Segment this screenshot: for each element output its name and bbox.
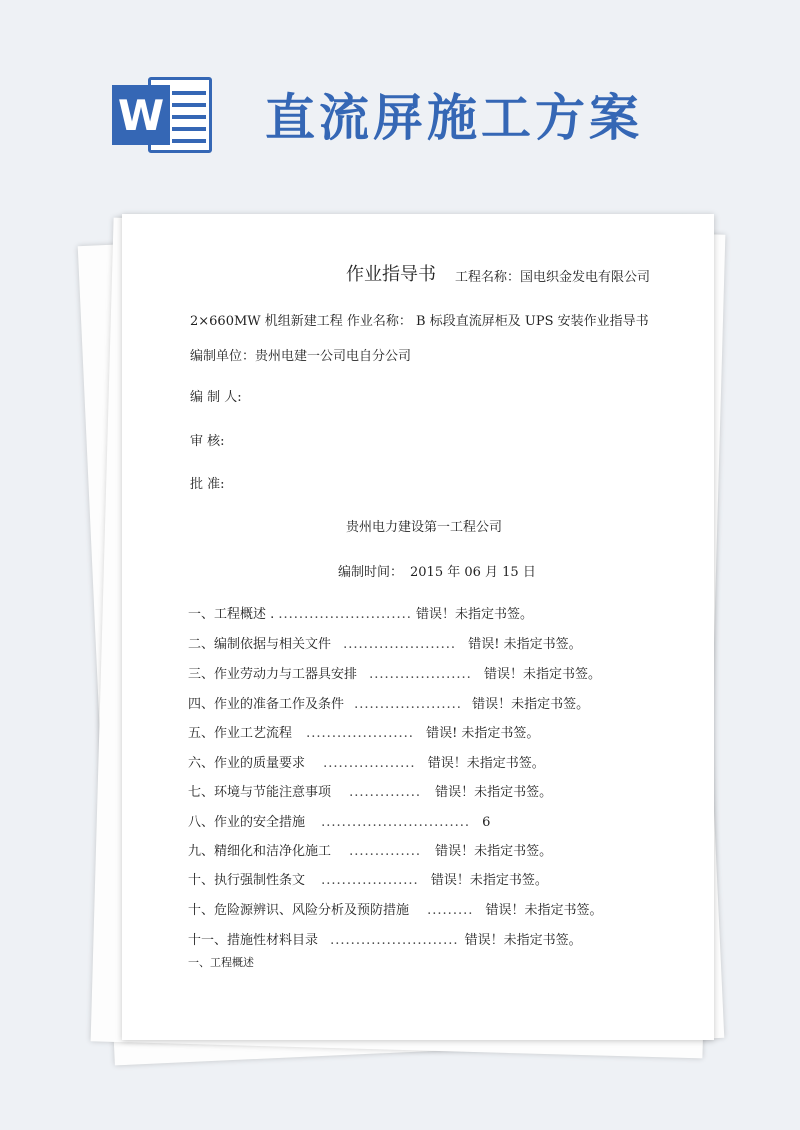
toc-dots: .............. bbox=[349, 844, 422, 859]
toc-ref: 错误! 未指定书签。 bbox=[426, 726, 540, 741]
section-heading: 一、工程概述 bbox=[188, 956, 254, 969]
approver-field: 批 准: bbox=[190, 477, 225, 492]
toc-entry[interactable] bbox=[188, 811, 490, 830]
toc-entry[interactable] bbox=[188, 781, 552, 800]
company-name: 贵州电力建设第一工程公司 bbox=[346, 520, 503, 535]
toc-entry[interactable] bbox=[188, 693, 589, 712]
toc-ref: 错误！未指定书签。 bbox=[435, 785, 553, 800]
toc-dots: ............................. bbox=[321, 815, 470, 830]
project-name: 工程名称：国电织金发电有限公司 bbox=[455, 270, 651, 285]
toc-dots: ................... bbox=[321, 873, 419, 888]
toc-ref: 错误！未指定书签。 bbox=[435, 844, 553, 859]
toc-dots: .................... bbox=[369, 667, 472, 682]
toc-ref: 错误！未指定书签。 bbox=[472, 697, 590, 712]
toc-dots: ...................... bbox=[343, 637, 457, 652]
toc-dots: ..................... bbox=[354, 697, 462, 712]
toc-title: 九、精细化和洁净化施工 bbox=[188, 844, 332, 859]
toc-entry[interactable] bbox=[188, 869, 548, 888]
toc-dots: .......................... bbox=[278, 607, 412, 622]
banner-title: 直流屏施工方案 bbox=[265, 89, 643, 147]
toc-dots: ......... bbox=[427, 903, 474, 918]
toc-title: 七、环境与节能注意事项 bbox=[188, 785, 332, 800]
toc-entry[interactable] bbox=[188, 722, 539, 741]
toc-dots: ..................... bbox=[306, 726, 414, 741]
toc-ref: 错误！未指定书签。 bbox=[416, 607, 534, 622]
prepared-unit: 编制单位：贵州电建一公司电自分公司 bbox=[190, 349, 412, 364]
toc-title: 六、作业的质量要求 bbox=[188, 756, 306, 771]
toc-ref: 错误！未指定书签。 bbox=[483, 667, 601, 682]
toc-title: 十一、措施性材料目录 bbox=[188, 933, 319, 948]
toc-dots: .................. bbox=[323, 756, 416, 771]
date-label: 编制时间： bbox=[338, 565, 404, 580]
toc-title: 十、危险源辨识、风险分析及预防措施 bbox=[188, 903, 410, 918]
page-heading: 作业指导书 bbox=[346, 264, 436, 285]
toc-entry[interactable] bbox=[188, 603, 533, 622]
document-page bbox=[122, 214, 714, 1040]
toc-title: 一、工程概述 . bbox=[188, 607, 275, 622]
toc-title: 五、作业工艺流程 bbox=[188, 726, 293, 741]
toc-dots: .............. bbox=[349, 785, 422, 800]
toc-ref: 错误! 未指定书签。 bbox=[468, 637, 582, 652]
word-document-icon bbox=[112, 75, 214, 155]
toc-ref: 错误！未指定书签。 bbox=[485, 903, 603, 918]
preparer-field: 编 制 人: bbox=[190, 390, 242, 405]
toc-title: 四、作业的准备工作及条件 bbox=[188, 697, 345, 712]
toc-title: 三、作业劳动力与工器具安排 bbox=[188, 667, 358, 682]
toc-title: 十、执行强制性条文 bbox=[188, 873, 306, 888]
toc-entry[interactable] bbox=[188, 663, 601, 682]
date-value: 2015 年 06 月 15 日 bbox=[410, 565, 536, 580]
reviewer-field: 审 核: bbox=[190, 434, 225, 449]
toc-entry[interactable] bbox=[188, 752, 545, 771]
toc-entry[interactable] bbox=[188, 840, 552, 859]
toc-ref: 6 bbox=[482, 815, 491, 830]
work-name-line: 2×660MW 机组新建工程 作业名称： B 标段直流屏柜及 UPS 安装作业指导书 bbox=[190, 314, 649, 329]
toc-entry[interactable] bbox=[188, 929, 582, 948]
toc-ref: 错误！未指定书签。 bbox=[427, 756, 545, 771]
toc-entry[interactable] bbox=[188, 899, 603, 918]
header-banner bbox=[0, 0, 800, 190]
toc-title: 八、作业的安全措施 bbox=[188, 815, 306, 830]
toc-ref: 错误！未指定书签。 bbox=[430, 873, 548, 888]
toc-title: 二、编制依据与相关文件 bbox=[188, 637, 332, 652]
toc-dots: ......................... bbox=[330, 933, 459, 948]
toc-entry[interactable] bbox=[188, 633, 582, 652]
word-icon-letter: W bbox=[112, 85, 170, 145]
toc-ref: 错误！未指定书签。 bbox=[464, 933, 582, 948]
